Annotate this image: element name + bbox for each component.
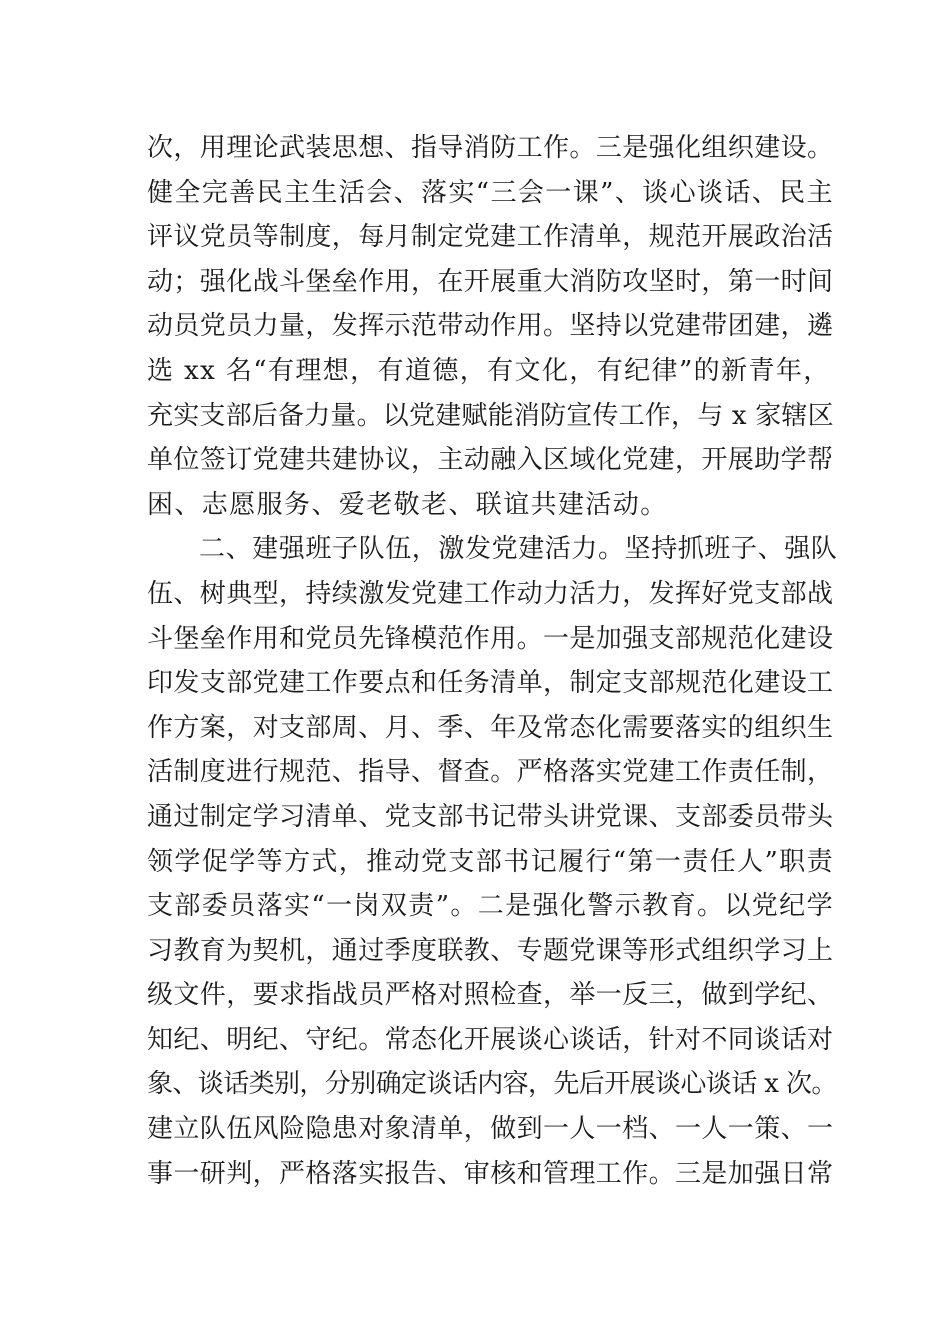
text-line: 建立队伍风险隐患对象清单，做到一人一档、一人一策、一 xyxy=(147,1114,834,1145)
text-line: 困、志愿服务、爱老敬老、联谊共建活动。 xyxy=(147,489,668,520)
text-line: 充实支部后备力量。以党建赋能消防宣传工作，与 x 家辖区 xyxy=(147,400,834,431)
text-line: 活制度进行规范、指导、督查。严格落实党建工作责任制， xyxy=(147,757,834,788)
text-line: 动；强化战斗堡垒作用，在开展重大消防攻坚时，第一时间 xyxy=(147,266,834,297)
text-line: 选 xx 名“有理想，有道德，有文化，有纪律”的新青年， xyxy=(147,355,831,386)
text-line: 象、谈话类别，分别确定谈话内容，先后开展谈心谈话 x 次。 xyxy=(147,1069,837,1100)
text-line: 通过制定学习清单、党支部书记带头讲党课、支部委员带头 xyxy=(147,801,834,832)
section-heading-line: 二、建强班子队伍，激发党建活力。坚持抓班子、强队 xyxy=(199,534,838,565)
text-line: 作方案，对支部周、月、季、年及常态化需要落实的组织生 xyxy=(147,712,834,743)
text-line: 级文件，要求指战员严格对照检查，举一反三，做到学纪、 xyxy=(147,980,834,1011)
text-line: 支部委员落实“一岗双责”。二是强化警示教育。以党纪学 xyxy=(147,891,834,922)
text-line: 伍、树典型，持续激发党建工作动力活力，发挥好党支部战 xyxy=(147,578,834,609)
text-line: 斗堡垒作用和党员先锋模范作用。一是加强支部规范化建设 xyxy=(147,623,834,654)
body-text xyxy=(147,126,837,1196)
text-line: 评议党员等制度，每月制定党建工作清单，规范开展政治活 xyxy=(147,222,834,253)
text-line: 事一研判，严格落实报告、审核和管理工作。三是加强日常 xyxy=(147,1158,834,1189)
text-line: 次，用理论武装思想、指导消防工作。三是强化组织建设。 xyxy=(147,133,834,163)
text-line: 领学促学等方式，推动党支部书记履行“第一责任人”职责 xyxy=(147,846,834,877)
text-line: 单位签订党建共建协议，主动融入区域化党建，开展助学帮 xyxy=(147,445,834,476)
text-line: 健全完善民主生活会、落实“三会一课”、谈心谈话、民主 xyxy=(147,177,834,208)
text-line: 印发支部党建工作要点和任务清单，制定支部规范化建设工 xyxy=(147,668,834,699)
text-line: 动员党员力量，发挥示范带动作用。坚持以党建带团建，遴 xyxy=(147,311,834,342)
text-line: 知纪、明纪、守纪。常态化开展谈心谈话，针对不同谈话对 xyxy=(147,1024,834,1055)
text-line: 习教育为契机，通过季度联教、专题党课等形式组织学习上 xyxy=(147,935,834,966)
